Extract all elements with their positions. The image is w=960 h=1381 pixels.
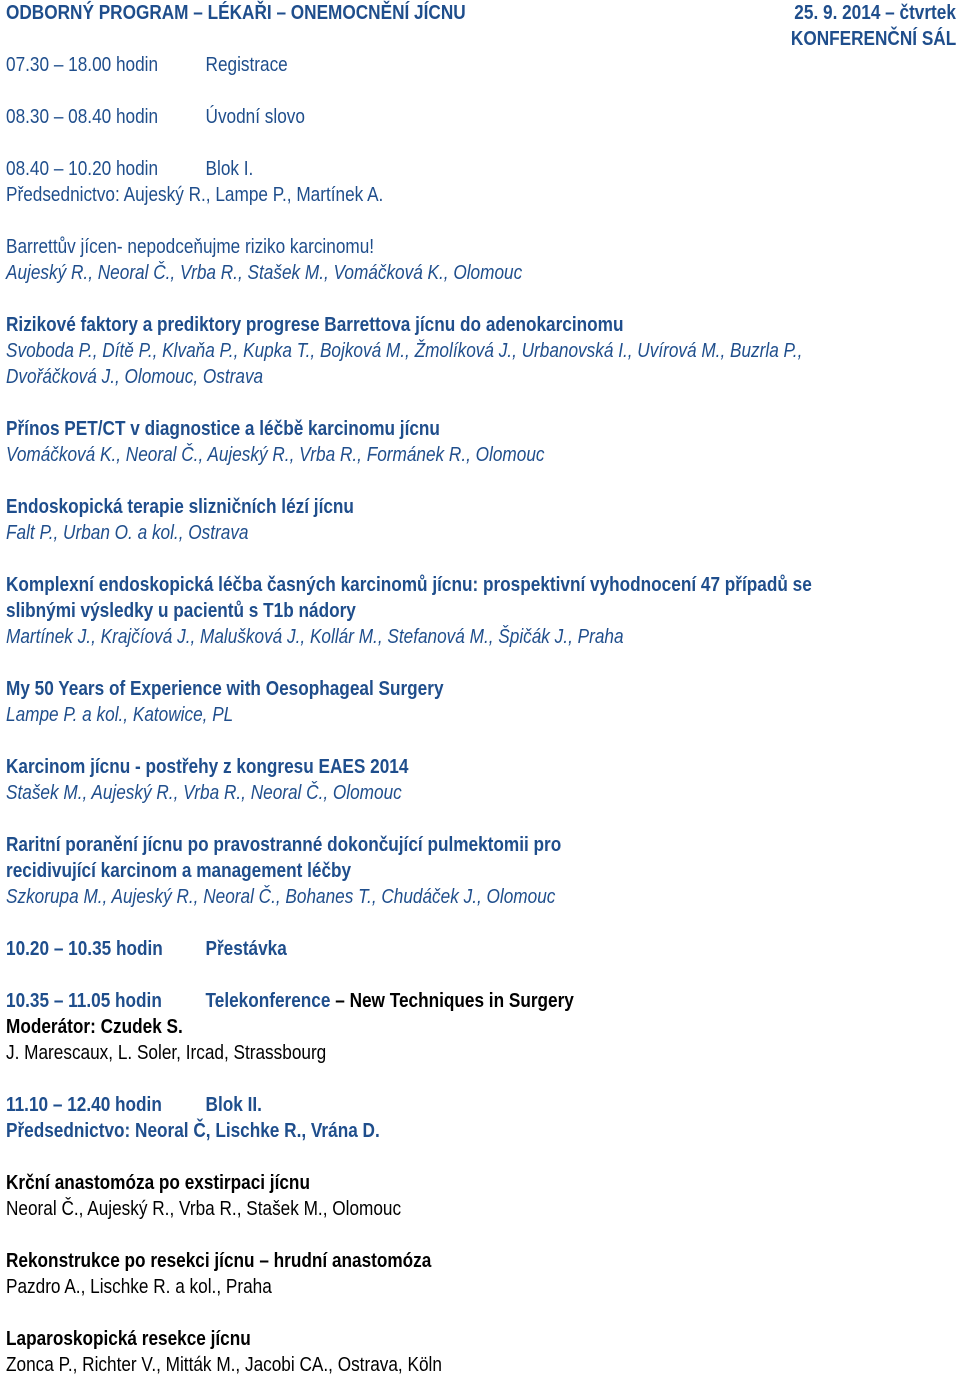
talk-title: Karcinom jícnu - postřehy z kongresu EAES 2014 [6, 756, 409, 778]
talk-authors: Szkorupa M., Aujeský R., Neoral Č., Bohanes T., Chudáček J., Olomouc [6, 886, 556, 908]
opening-label: Úvodní slovo [205, 106, 305, 128]
block2-label: Blok II. [205, 1094, 262, 1116]
talk-title: My 50 Years of Experience with Oesophageal Surgery [6, 678, 444, 700]
talk-authors: Lampe P. a kol., Katowice, PL [6, 704, 234, 726]
talk-title: Krční anastomóza po exstirpaci jícnu [6, 1172, 310, 1194]
teleconference-time: 10.35 – 11.05 hodin [6, 990, 162, 1012]
talk-authors: Stašek M., Aujeský R., Vrba R., Neoral Č., Olomouc [6, 782, 402, 804]
block1-chairs: Předsednictvo: Aujeský R., Lampe P., Martínek A. [6, 184, 384, 206]
talk-title: Rekonstrukce po resekci jícnu – hrudní anastomóza [6, 1250, 432, 1272]
block1-time: 08.40 – 10.20 hodin [6, 158, 159, 180]
talk-authors: Martínek J., Krajčíová J., Malušková J., Kollár M., Stefanová M., Špičák J., Praha [6, 626, 624, 648]
teleconference-row [6, 988, 574, 1014]
talk-authors: Vomáčková K., Neoral Č., Aujeský R., Vrba R., Formánek R., Olomouc [6, 444, 545, 466]
talk-authors: Zonca P., Richter V., Mitták M., Jacobi CA., Ostrava, Köln [6, 1354, 442, 1376]
registration-time: 07.30 – 18.00 hodin [6, 54, 159, 76]
block2-time: 11.10 – 12.40 hodin [6, 1094, 162, 1116]
talk-title: Barrettův jícen- nepodceňujme riziko karcinomu! [6, 236, 375, 258]
talk-authors: Dvořáčková J., Olomouc, Ostrava [6, 366, 264, 388]
program-date: 25. 9. 2014 – čtvrtek [794, 2, 956, 24]
block2-chairs: Předsednictvo: Neoral Č, Lischke R., Vrána D. [6, 1120, 380, 1142]
talk-authors: Pazdro A., Lischke R. a kol., Praha [6, 1276, 272, 1298]
talk-title: Komplexní endoskopická léčba časných karcinomů jícnu: prospektivní vyhodnocení 47 případů se [6, 574, 812, 596]
talk-authors: Falt P., Urban O. a kol., Ostrava [6, 522, 249, 544]
teleconference-dash: – [335, 990, 345, 1012]
break-label: Přestávka [205, 938, 287, 960]
block1-label: Blok I. [205, 158, 254, 180]
talk-title: Endoskopická terapie slizničních lézí jícnu [6, 496, 354, 518]
registration-row [6, 52, 288, 78]
program-hall: KONFERENČNÍ SÁL [790, 28, 956, 50]
program-title: ODBORNÝ PROGRAM – LÉKAŘI – ONEMOCNĚNÍ JÍCNU [6, 2, 466, 24]
talk-title: Raritní poranění jícnu po pravostranné dokončující pulmektomii pro [6, 834, 562, 856]
talk-authors: Svoboda P., Dítě P., Klvaňa P., Kupka T., Bojková M., Žmolíková J., Urbanovská I., Uvírová M., Buzrla P., [6, 340, 803, 362]
talk-authors: Aujeský R., Neoral Č., Vrba R., Stašek M., Vomáčková K., Olomouc [6, 262, 523, 284]
teleconference-moderator: Moderátor: Czudek S. [6, 1016, 183, 1038]
talk-title: recidivující karcinom a management léčby [6, 860, 352, 882]
talk-title: Laparoskopická resekce jícnu [6, 1328, 251, 1350]
break-row [6, 936, 287, 962]
talk-title: slibnými výsledky u pacientů s T1b nádory [6, 600, 356, 622]
teleconference-speakers: J. Marescaux, L. Soler, Ircad, Strassbourg [6, 1042, 327, 1064]
registration-label: Registrace [205, 54, 288, 76]
opening-row [6, 104, 305, 130]
block2-row [6, 1092, 262, 1118]
opening-time: 08.30 – 08.40 hodin [6, 106, 159, 128]
teleconference-topic: New Techniques in Surgery [349, 990, 574, 1012]
break-time: 10.20 – 10.35 hodin [6, 938, 163, 960]
talk-title: Přínos PET/CT v diagnostice a léčbě karcinomu jícnu [6, 418, 440, 440]
talk-title: Rizikové faktory a prediktory progrese Barrettova jícnu do adenokarcinomu [6, 314, 624, 336]
block1-row [6, 156, 253, 182]
talk-authors: Neoral Č., Aujeský R., Vrba R., Stašek M., Olomouc [6, 1198, 402, 1220]
teleconference-label: Telekonference [205, 990, 331, 1012]
